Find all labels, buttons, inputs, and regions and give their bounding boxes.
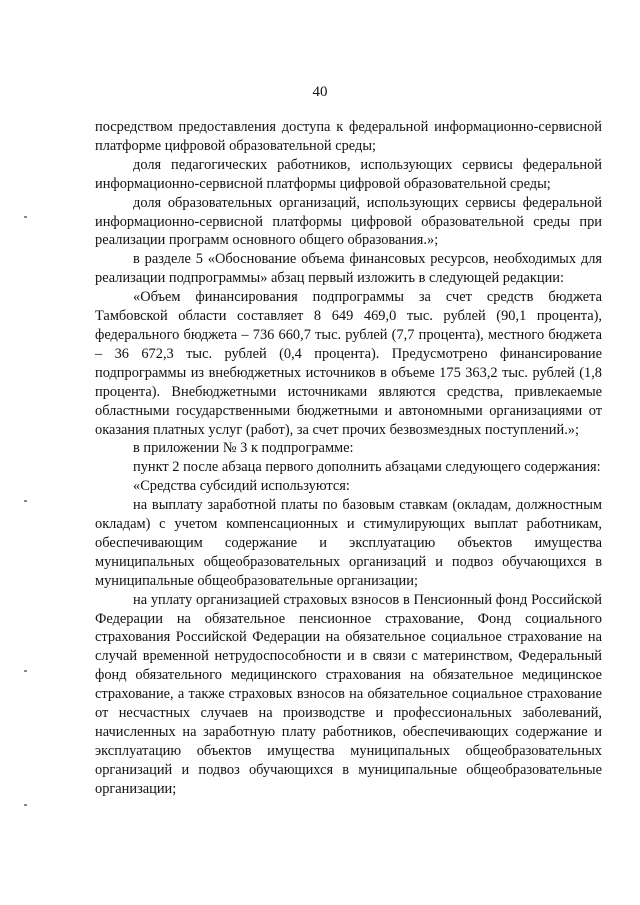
paragraph-1: посредством предоставления доступа к федеральной информационно-сервисной платформе цифровой образовательной среды; <box>95 119 602 154</box>
paragraph-6: в приложении № 3 к подпрограмме: <box>133 440 354 457</box>
paragraph-4: в разделе 5 «Обоснование объема финансовых ресурсов, необходимых для реализации подпрограммы» абзац первый изложить в следующей редакции: <box>95 251 602 287</box>
paragraph-8: «Средства субсидий используются: <box>133 478 350 495</box>
margin-mark <box>24 500 27 502</box>
margin-mark <box>24 804 27 806</box>
page-number: 40 <box>312 84 328 100</box>
document-body <box>95 118 602 799</box>
paragraph-3: доля образовательных организаций, использующих сервисы федеральной информационно-сервисной платформы цифровой образовательной среды при реализации программ основного общего образования.»; <box>95 194 602 249</box>
paragraph-9: на выплату заработной платы по базовым ставкам (окладам, должностным окладам) с учетом компенсационных и стимулирующих выплат работникам, обеспечивающим содержание и эксплуатацию объектов имущества муниципальных общеобразовательных организаций и подвоз обучающихся в муниципальные общеобразовательные организации; <box>95 497 602 589</box>
margin-mark <box>24 216 27 218</box>
margin-mark <box>24 670 27 672</box>
paragraph-10: на уплату организацией страховых взносов в Пенсионный фонд Российской Федерации на обязательное пенсионное страхование, Фонд социального страхования Российской Федерации на обязательное социальное страхование на случай временной нетрудоспособности и в связи с материнством, Федеральный фонд обязательного медицинского страхования на обязательное медицинское страхование, а также страховых взносов на обязательное социальное страхование от несчастных случаев на производстве и профессиональных заболеваний, начисленных на заработную плату работников, обеспечивающих содержание и эксплуатацию объектов имущества муниципальных общеобразовательных организаций и подвоз обучающихся в муниципальные общеобразовательные организации; <box>95 591 602 797</box>
paragraph-2: доля педагогических работников, использующих сервисы федеральной информационно-сервисной платформы цифровой образовательной среды; <box>95 156 602 192</box>
paragraph-7: пункт 2 после абзаца первого дополнить абзацами следующего содержания: <box>133 459 601 476</box>
paragraph-5: «Объем финансирования подпрограммы за счет средств бюджета Тамбовской области составляет 8 649 469,0 тыс. рублей (90,1 процента), федерального бюджета – 736 660,7 тыс. рублей (7,7 процента), местного бюджета – 36 672,3 тыс. рублей (0,4 процента). Предусмотрено финансирование подпрограммы из внебюджетных источников в объеме 175 363,2 тыс. рублей (1,8 процента). Внебюджетными источниками являются средства, привлекаемые областными государственными бюджетными и автономными организациями от оказания платных услуг (работ), за счет прочих безвозмездных поступлений.»; <box>95 289 602 438</box>
